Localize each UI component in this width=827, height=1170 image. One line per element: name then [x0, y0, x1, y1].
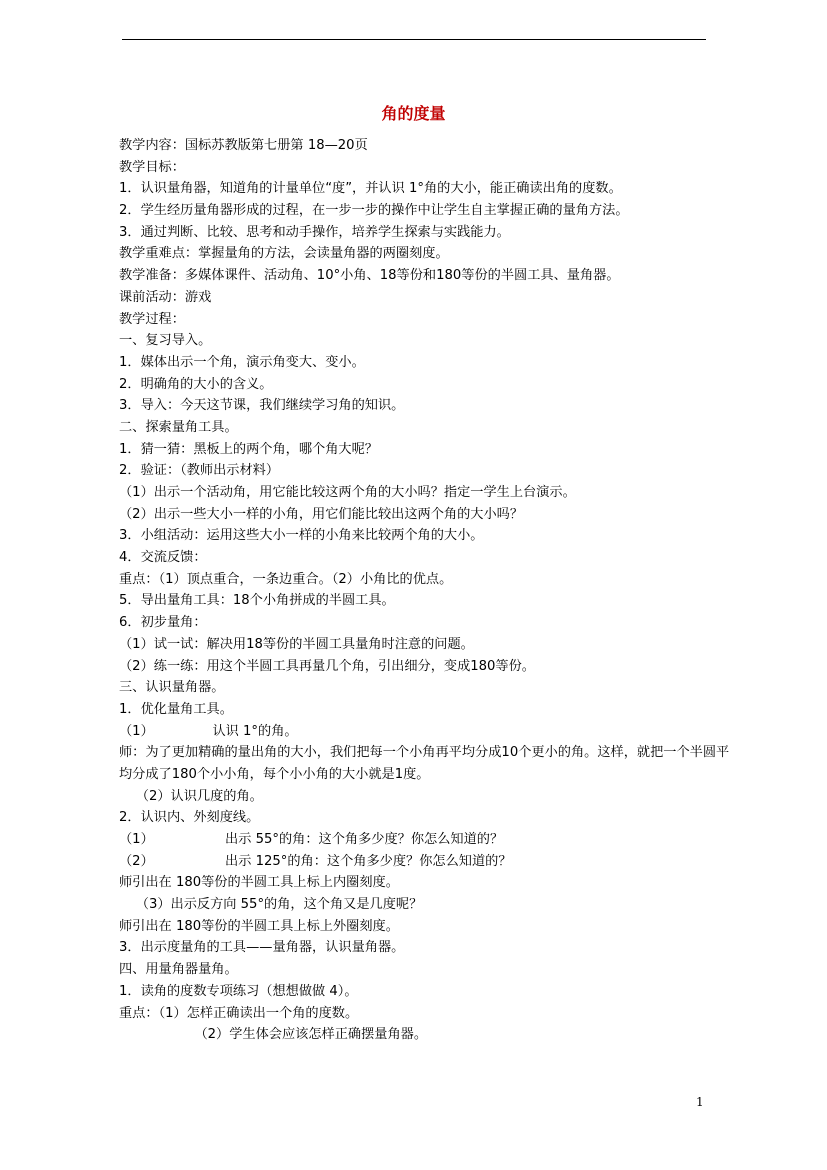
- text-line: 4．交流反馈：: [119, 550, 207, 566]
- text-paragraph: 师：为了更加精确的量出角的大小，我们把每一个小角再平均分成10个更小的角。这样，就把一个半圆平均分成了180个小小角，每个小小角的大小就是1度。: [119, 745, 730, 782]
- text-line: （1）试一试：解决用18等份的半圆工具量角时注意的问题。: [119, 636, 474, 652]
- text-line: 教学过程：: [119, 311, 185, 327]
- text-line: （2）学生体会应该怎样正确摆量角器。: [119, 1027, 428, 1043]
- text-line: 3．导入：今天这节课，我们继续学习角的知识。: [119, 398, 405, 414]
- text-line: 3．出示度量角的工具——量角器，认识量角器。: [119, 940, 405, 956]
- page-number: 1: [696, 1095, 704, 1109]
- document-title: 角的度量: [381, 104, 446, 123]
- text-line: 教学准备：多媒体课件、活动角、10°小角、18等份和180等份的半圆工具、量角器。: [119, 268, 620, 284]
- section-heading: 四、用量角器量角。: [119, 962, 238, 978]
- text-line: 师引出在 180等份的半圆工具上标上内圈刻度。: [119, 875, 399, 891]
- text-line: 1．优化量角工具。: [119, 701, 233, 717]
- text-line: 课前活动：游戏: [119, 289, 212, 305]
- section-heading: 三、认识量角器。: [119, 680, 225, 696]
- text-line: 师引出在 180等份的半圆工具上标上外圈刻度。: [119, 918, 399, 934]
- text-line: 1．认识量角器，知道角的计量单位“度”，并认识 1°角的大小，能正确读出角的度数。: [119, 181, 622, 197]
- text-line: （1）出示一个活动角，用它能比较这两个角的大小吗？指定一学生上台演示。: [119, 485, 576, 500]
- text-line: （2）出示一些大小一样的小角，用它们能比较出这两个角的大小吗？: [119, 506, 524, 522]
- text-line: 2．认识内、外刻度线。: [119, 810, 260, 826]
- text-line: （2） 出示 125°的角：这个角多少度？你怎么知道的？: [119, 853, 512, 869]
- text-line: （1） 出示 55°的角：这个角多少度？你怎么知道的？: [119, 832, 504, 848]
- text-line: （1） 认识 1°的角。: [119, 723, 298, 739]
- text-line: 重点：（1）怎样正确读出一个角的度数。: [119, 1005, 359, 1021]
- text-line: 重点：（1）顶点重合，一条边重合。（2）小角比的优点。: [119, 571, 453, 587]
- text-line: 6．初步量角：: [119, 615, 207, 631]
- text-line: 1．读角的度数专项练习（想想做做 4）。: [119, 983, 358, 999]
- lesson-plan-body: [119, 135, 739, 1046]
- text-line: 2．学生经历量角器形成的过程，在一步一步的操作中让学生自主掌握正确的量角方法。: [119, 203, 629, 219]
- section-heading: 一、复习导入。: [119, 333, 212, 349]
- text-line: （2）练一练：用这个半圆工具再量几个角，引出细分，变成180等份。: [119, 658, 535, 674]
- text-line: 教学内容：国标苏教版第七册第 18—20页: [119, 138, 368, 153]
- text-line: 1．猜一猜：黑板上的两个角，哪个角大呢？: [119, 441, 378, 457]
- text-line: 3．小组活动：运用这些大小一样的小角来比较两个角的大小。: [119, 528, 484, 544]
- header-rule: [122, 39, 706, 40]
- text-line: 教学目标：: [119, 159, 185, 175]
- text-line: 2．验证：（教师出示材料）: [119, 463, 280, 479]
- text-line: 教学重难点：掌握量角的方法，会读量角器的两圈刻度。: [119, 246, 449, 262]
- text-line: （2）认识几度的角。: [119, 788, 263, 804]
- text-line: 1．媒体出示一个角，演示角变大、变小。: [119, 354, 365, 370]
- section-heading: 二、探索量角工具。: [119, 419, 238, 435]
- text-line: （3）出示反方向 55°的角，这个角又是几度呢？: [119, 897, 423, 913]
- text-line: 5．导出量角工具：18个小角拼成的半圆工具。: [119, 593, 395, 609]
- text-line: 2．明确角的大小的含义。: [119, 376, 273, 392]
- text-line: 3．通过判断、比较、思考和动手操作，培养学生探索与实践能力。: [119, 224, 510, 240]
